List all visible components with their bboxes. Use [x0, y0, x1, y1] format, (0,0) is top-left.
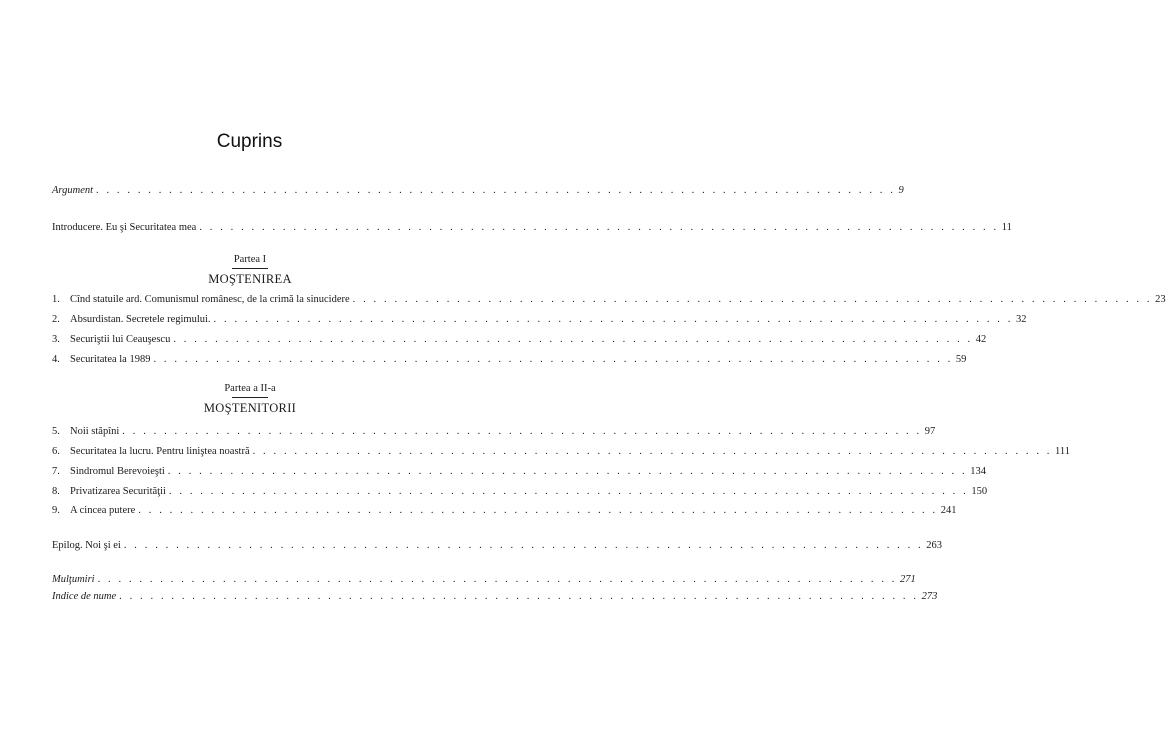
toc-entry-chapter-5[interactable] — [52, 425, 936, 438]
chapter-number: 4. — [52, 354, 60, 365]
toc-entry-chapter-2[interactable] — [52, 313, 1027, 326]
part-title: MOŞTENITORII — [203, 401, 297, 415]
dot-leader: . . . . . . . . . . . . . . . . . . . . . . . . . . . . . . . . . . . . . . . . . . . . . . . . . . . . . . . . . . . . . . . . . . . . . . . . . . . . . — [96, 185, 896, 196]
part-divider — [232, 397, 268, 398]
chapter-number: 6. — [52, 446, 60, 457]
chapter-number: 5. — [52, 426, 60, 437]
dot-leader: . . . . . . . . . . . . . . . . . . . . . . . . . . . . . . . . . . . . . . . . . . . . . . . . . . . . . . . . . . . . . . . . . . . . . . . . . . . . . — [352, 294, 1153, 305]
toc-entry-page: 241 — [940, 505, 957, 516]
toc-entry-label: Introducere. Eu şi Securitatea mea — [52, 222, 197, 233]
dot-leader: . . . . . . . . . . . . . . . . . . . . . . . . . . . . . . . . . . . . . . . . . . . . . . . . . . . . . . . . . . . . . . . . . . . . . . . . . . . . . — [252, 446, 1053, 457]
toc-entry-label: Noii stăpîni — [70, 426, 120, 437]
toc-entry-label: Argument — [52, 185, 94, 196]
part-title: MOŞTENIREA — [208, 272, 292, 286]
dot-leader: . . . . . . . . . . . . . . . . . . . . . . . . . . . . . . . . . . . . . . . . . . . . . . . . . . . . . . . . . . . . . . . . . . . . . . . . . . . . . — [199, 222, 999, 233]
dot-leader: . . . . . . . . . . . . . . . . . . . . . . . . . . . . . . . . . . . . . . . . . . . . . . . . . . . . . . . . . . . . . . . . . . . . . . . . . . . . . — [153, 354, 953, 365]
toc-entry-multumiri[interactable] — [52, 573, 916, 586]
part-heading: Partea a II-a — [224, 383, 276, 394]
toc-entry-page: 150 — [971, 486, 988, 497]
toc-entry-chapter-1[interactable] — [52, 293, 1166, 306]
toc-entry-label: Epilog. Noi şi ei — [52, 540, 121, 551]
toc-entry-label: A cincea putere — [70, 505, 136, 516]
toc-entry-label: Securitatea la 1989 — [70, 354, 151, 365]
dot-leader: . . . . . . . . . . . . . . . . . . . . . . . . . . . . . . . . . . . . . . . . . . . . . . . . . . . . . . . . . . . . . . . . . . . . . . . . . . . . . — [173, 334, 973, 345]
toc-entry-chapter-8[interactable] — [52, 485, 988, 498]
dot-leader: . . . . . . . . . . . . . . . . . . . . . . . . . . . . . . . . . . . . . . . . . . . . . . . . . . . . . . . . . . . . . . . . . . . . . . . . . . . . . — [122, 426, 922, 437]
dot-leader: . . . . . . . . . . . . . . . . . . . . . . . . . . . . . . . . . . . . . . . . . . . . . . . . . . . . . . . . . . . . . . . . . . . . . . . . . . . . . — [168, 486, 969, 497]
toc-entry-page: 23 — [1155, 294, 1166, 305]
toc-entry-page: 59 — [955, 354, 967, 365]
chapter-number: 9. — [52, 505, 60, 516]
toc-entry-label: Absurdistan. Secretele regimului. — [70, 314, 211, 325]
toc-entry-page: 42 — [975, 334, 987, 345]
toc-entry-label: Securitatea la lucru. Pentru liniştea noastră — [70, 446, 250, 457]
chapter-number: 7. — [52, 466, 60, 477]
chapter-number: 3. — [52, 334, 60, 345]
dot-leader: . . . . . . . . . . . . . . . . . . . . . . . . . . . . . . . . . . . . . . . . . . . . . . . . . . . . . . . . . . . . . . . . . . . . . . . . . . . . . — [97, 574, 898, 585]
toc-entry-epilog[interactable] — [52, 539, 943, 552]
toc-entry-chapter-3[interactable] — [52, 333, 987, 346]
toc-entry-page: 134 — [970, 466, 986, 477]
dot-leader: . . . . . . . . . . . . . . . . . . . . . . . . . . . . . . . . . . . . . . . . . . . . . . . . . . . . . . . . . . . . . . . . . . . . . . . . . . . . . — [213, 314, 1013, 325]
toc-entry-page: 97 — [924, 426, 936, 437]
chapter-number: 8. — [52, 486, 60, 497]
toc-entry-label: Privatizarea Securităţii — [70, 486, 166, 497]
toc-entry-chapter-6[interactable] — [52, 445, 1071, 458]
toc-entry-label: Indice de nume — [52, 591, 117, 602]
toc-entry-page: 273 — [921, 591, 938, 602]
toc-entry-page: 11 — [1001, 222, 1012, 233]
toc-entry-label: Sindromul Berevoieşti — [70, 466, 165, 477]
toc-entry-argument[interactable] — [52, 184, 904, 197]
toc-entry-chapter-9[interactable] — [52, 504, 957, 517]
chapter-number: 1. — [52, 294, 60, 305]
part-heading: Partea I — [233, 254, 267, 265]
toc-entry-page: 32 — [1015, 314, 1027, 325]
part-divider — [232, 268, 268, 269]
toc-entry-indice-de-nume[interactable] — [52, 590, 938, 603]
dot-leader: . . . . . . . . . . . . . . . . . . . . . . . . . . . . . . . . . . . . . . . . . . . . . . . . . . . . . . . . . . . . . . . . . . . . . . . . . . . . . — [138, 505, 938, 516]
toc-entry-chapter-7[interactable] — [52, 465, 986, 478]
page-title: Cuprins — [216, 131, 283, 152]
toc-entry-introducere[interactable] — [52, 221, 1012, 234]
dot-leader: . . . . . . . . . . . . . . . . . . . . . . . . . . . . . . . . . . . . . . . . . . . . . . . . . . . . . . . . . . . . . . . . . . . . . . . . . . . . . — [167, 466, 968, 477]
toc-entry-page: 9 — [898, 185, 904, 196]
toc-entry-page: 111 — [1055, 446, 1071, 457]
dot-leader: . . . . . . . . . . . . . . . . . . . . . . . . . . . . . . . . . . . . . . . . . . . . . . . . . . . . . . . . . . . . . . . . . . . . . . . . . . . . . — [119, 591, 919, 602]
toc-entry-label: Securiştii lui Ceauşescu — [70, 334, 171, 345]
toc-entry-label: Cînd statuile ard. Comunismul românesc, de la crimă la sinucidere — [70, 294, 350, 305]
toc-entry-page: 263 — [926, 540, 943, 551]
dot-leader: . . . . . . . . . . . . . . . . . . . . . . . . . . . . . . . . . . . . . . . . . . . . . . . . . . . . . . . . . . . . . . . . . . . . . . . . . . . . . — [123, 540, 924, 551]
toc-entry-page: 271 — [900, 574, 916, 585]
toc-entry-label: Mulţumiri — [52, 574, 95, 585]
chapter-number: 2. — [52, 314, 60, 325]
toc-entry-chapter-4[interactable] — [52, 353, 967, 366]
